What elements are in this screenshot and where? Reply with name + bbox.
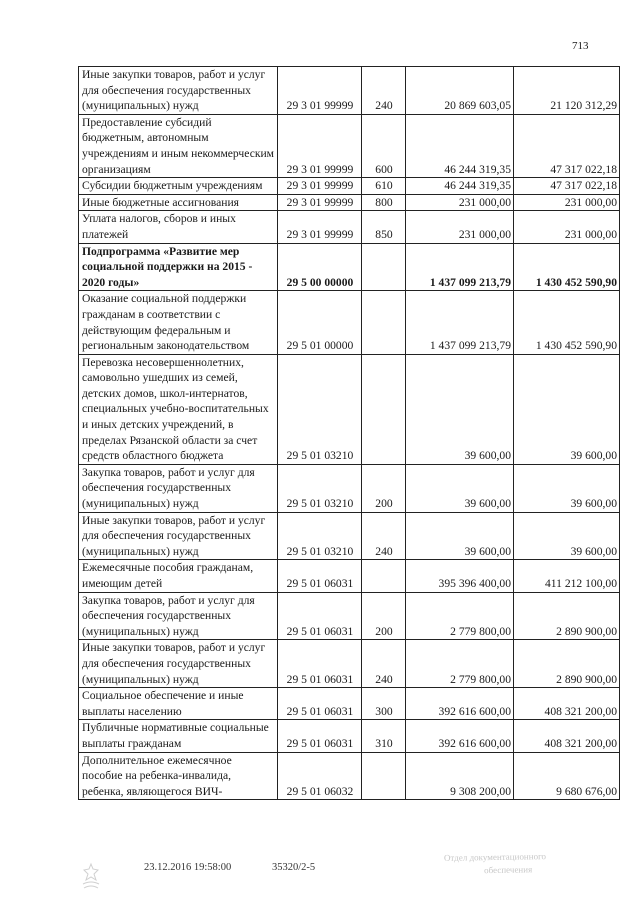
table-row <box>79 354 620 464</box>
cell-code: 29 5 01 06032 <box>278 752 362 800</box>
cell-name: Иные бюджетные ассигнования <box>79 194 278 211</box>
cell-amount-1: 2 779 800,00 <box>406 592 514 640</box>
cell-amount-1: 46 244 319,35 <box>406 178 514 195</box>
cell-type: 240 <box>362 512 406 560</box>
cell-amount-1: 392 616 600,00 <box>406 720 514 752</box>
office-stamp <box>444 850 547 878</box>
cell-code: 29 5 01 06031 <box>278 720 362 752</box>
budget-table-body <box>79 67 620 800</box>
cell-type <box>362 243 406 291</box>
cell-amount-2: 231 000,00 <box>514 211 620 243</box>
table-row <box>79 243 620 291</box>
table-row <box>79 640 620 688</box>
table-row <box>79 291 620 354</box>
cell-code: 29 3 01 99999 <box>278 67 362 115</box>
cell-type: 240 <box>362 67 406 115</box>
page-number: 713 <box>572 40 589 52</box>
cell-type <box>362 752 406 800</box>
cell-type: 800 <box>362 194 406 211</box>
cell-amount-2: 408 321 200,00 <box>514 688 620 720</box>
cell-name: Перевозка несовершеннолетних, самовольно ушедших из семей, детских домов, школ-интернатов, специальных учебно-воспитательных и иных детских учреждений, в пределах Рязанской области за счет средств областного бюджета <box>79 354 278 464</box>
table-row <box>79 114 620 177</box>
cell-name: Подпрограмма «Развитие мер социальной поддержки на 2015 - 2020 годы» <box>79 243 278 291</box>
cell-code: 29 3 01 99999 <box>278 178 362 195</box>
cell-type: 200 <box>362 592 406 640</box>
cell-name: Оказание социальной поддержки гражданам в соответствии с действующим федеральным и региональным законодательством <box>79 291 278 354</box>
cell-amount-1: 20 869 603,05 <box>406 67 514 115</box>
cell-amount-1: 231 000,00 <box>406 211 514 243</box>
cell-type <box>362 354 406 464</box>
cell-amount-1: 2 779 800,00 <box>406 640 514 688</box>
table-row <box>79 211 620 243</box>
cell-name: Иные закупки товаров, работ и услуг для обеспечения государственных (муниципальных) нужд <box>79 640 278 688</box>
table-row <box>79 512 620 560</box>
cell-name: Дополнительное ежемесячное пособие на ребенка-инвалида, ребенка, являющегося ВИЧ- <box>79 752 278 800</box>
table-row <box>79 560 620 592</box>
cell-code: 29 5 01 06031 <box>278 560 362 592</box>
cell-type: 310 <box>362 720 406 752</box>
cell-type: 600 <box>362 114 406 177</box>
cell-amount-1: 39 600,00 <box>406 464 514 512</box>
cell-code: 29 3 01 99999 <box>278 114 362 177</box>
cell-name: Ежемесячные пособия гражданам, имеющим детей <box>79 560 278 592</box>
table-row <box>79 688 620 720</box>
cell-code: 29 3 01 99999 <box>278 211 362 243</box>
cell-code: 29 3 01 99999 <box>278 194 362 211</box>
table-row <box>79 752 620 800</box>
cell-amount-2: 1 430 452 590,90 <box>514 243 620 291</box>
table-row <box>79 178 620 195</box>
stamp-line-1: Отдел документационного <box>443 851 547 863</box>
table-row <box>79 67 620 115</box>
cell-name: Закупка товаров, работ и услуг для обеспечения государственных (муниципальных) нужд <box>79 464 278 512</box>
cell-name: Иные закупки товаров, работ и услуг для обеспечения государственных (муниципальных) нужд <box>79 512 278 560</box>
cell-type: 850 <box>362 211 406 243</box>
cell-amount-1: 39 600,00 <box>406 512 514 560</box>
cell-code: 29 5 01 03210 <box>278 354 362 464</box>
cell-amount-2: 411 212 100,00 <box>514 560 620 592</box>
cell-name: Уплата налогов, сборов и иных платежей <box>79 211 278 243</box>
cell-amount-2: 39 600,00 <box>514 512 620 560</box>
cell-amount-2: 21 120 312,29 <box>514 67 620 115</box>
table-row <box>79 464 620 512</box>
budget-table <box>78 66 620 800</box>
cell-type: 240 <box>362 640 406 688</box>
cell-amount-2: 408 321 200,00 <box>514 720 620 752</box>
cell-amount-2: 47 317 022,18 <box>514 178 620 195</box>
cell-type: 300 <box>362 688 406 720</box>
cell-name: Социальное обеспечение и иные выплаты населению <box>79 688 278 720</box>
cell-amount-2: 39 600,00 <box>514 354 620 464</box>
footer-document-id: 35320/2-5 <box>272 862 316 873</box>
cell-amount-2: 2 890 900,00 <box>514 592 620 640</box>
cell-code: 29 5 01 06031 <box>278 688 362 720</box>
cell-amount-1: 392 616 600,00 <box>406 688 514 720</box>
cell-code: 29 5 01 00000 <box>278 291 362 354</box>
cell-amount-1: 1 437 099 213,79 <box>406 243 514 291</box>
cell-amount-1: 9 308 200,00 <box>406 752 514 800</box>
table-row <box>79 720 620 752</box>
table-row <box>79 194 620 211</box>
cell-amount-2: 9 680 676,00 <box>514 752 620 800</box>
cell-amount-1: 39 600,00 <box>406 354 514 464</box>
cell-amount-1: 395 396 400,00 <box>406 560 514 592</box>
table-row <box>79 592 620 640</box>
cell-code: 29 5 01 06031 <box>278 640 362 688</box>
cell-amount-2: 1 430 452 590,90 <box>514 291 620 354</box>
cell-amount-2: 47 317 022,18 <box>514 114 620 177</box>
cell-name: Предоставление субсидий бюджетным, автономным учреждениям и иным некоммерческим организациям <box>79 114 278 177</box>
cell-type: 610 <box>362 178 406 195</box>
cell-code: 29 5 00 00000 <box>278 243 362 291</box>
cell-type: 200 <box>362 464 406 512</box>
cell-name: Иные закупки товаров, работ и услуг для обеспечения государственных (муниципальных) нужд <box>79 67 278 115</box>
cell-amount-1: 1 437 099 213,79 <box>406 291 514 354</box>
cell-name: Субсидии бюджетным учреждениям <box>79 178 278 195</box>
emblem-icon <box>80 862 102 892</box>
cell-code: 29 5 01 06031 <box>278 592 362 640</box>
cell-name: Публичные нормативные социальные выплаты гражданам <box>79 720 278 752</box>
cell-amount-1: 46 244 319,35 <box>406 114 514 177</box>
cell-amount-1: 231 000,00 <box>406 194 514 211</box>
cell-type <box>362 560 406 592</box>
cell-amount-2: 2 890 900,00 <box>514 640 620 688</box>
cell-name: Закупка товаров, работ и услуг для обеспечения государственных (муниципальных) нужд <box>79 592 278 640</box>
cell-code: 29 5 01 03210 <box>278 464 362 512</box>
cell-code: 29 5 01 03210 <box>278 512 362 560</box>
footer-datetime: 23.12.2016 19:58:00 <box>144 862 232 873</box>
cell-amount-2: 39 600,00 <box>514 464 620 512</box>
cell-type <box>362 291 406 354</box>
stamp-line-2: обеспечения <box>484 864 533 876</box>
cell-amount-2: 231 000,00 <box>514 194 620 211</box>
